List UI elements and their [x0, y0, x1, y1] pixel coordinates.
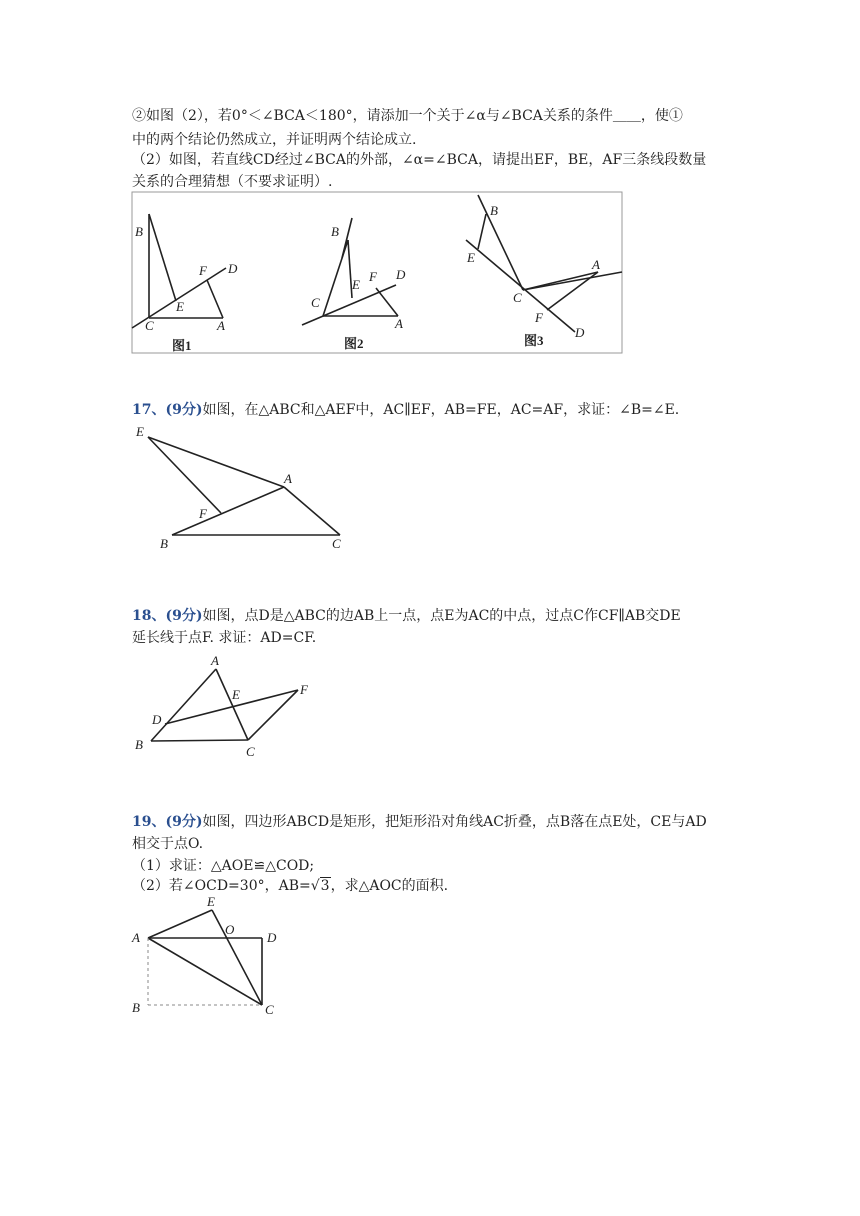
q18-text-1: 如图，点D是△ABC的边AB上一点，点E为AC的中点，过点C作CF∥AB交DE [202, 608, 681, 624]
q19-text-1: 如图，四边形ABCD是矩形，把矩形沿对角线AC折叠，点B落在点E处，CE与AD [202, 814, 707, 830]
fig3-label-C: C [513, 290, 522, 305]
q17-text: 如图，在△ABC和△AEF中，AC∥EF，AB=FE，AC=AF，求证：∠B=∠E. [202, 402, 680, 418]
q19-label-C: C [265, 1002, 274, 1017]
fig1-label-D: D [228, 261, 238, 276]
q19-part-1: （1）求证：△AOE≌△COD; [132, 858, 315, 874]
q18-label-C: C [246, 744, 255, 759]
fig2-label-F: F [369, 269, 377, 284]
q17-label-C: C [332, 536, 341, 551]
fig2-label-D: D [396, 267, 406, 282]
q19-radicand: 3 [320, 878, 330, 894]
fig3-label-F: F [535, 310, 543, 325]
q19-label-E: E [207, 894, 215, 909]
fig1-label-F: F [199, 263, 207, 278]
fig3-label-D: D [575, 325, 585, 340]
q19-label-A: A [132, 930, 140, 945]
q18-text-2: 延长线于点F. 求证：AD=CF. [132, 630, 317, 646]
sqrt-sign: √3 [310, 878, 330, 894]
q19-text-2: 相交于点O. [132, 836, 204, 852]
fig2-label-B: B [331, 224, 339, 239]
fig1-label-E: E [176, 299, 184, 314]
fig3-label-B: B [490, 203, 498, 218]
q19-label-B: B [132, 1000, 140, 1015]
q18-label-D: D [152, 712, 162, 727]
fig3-label-E: E [467, 250, 475, 265]
q19-part-2-prefix: （2）若∠OCD=30°，AB= [132, 878, 311, 894]
q17-label-A: A [284, 471, 292, 486]
q17-number: 17、(9分) [132, 402, 203, 418]
q19-label-D: D [267, 930, 277, 945]
fig1-label-B: B [135, 224, 143, 239]
fig2-label-A: A [395, 316, 403, 331]
q19-part-2-suffix: ，求△AOC的面积. [330, 878, 449, 894]
q18-label-A: A [211, 653, 219, 668]
fig1-caption: 图1 [172, 338, 192, 353]
fig3-caption: 图3 [524, 333, 544, 348]
q17-label-E: E [136, 424, 144, 439]
q17-label-F: F [199, 506, 207, 521]
q16-line-3: （2）如图，若直线CD经过∠BCA的外部，∠α=∠BCA，请提出EF，BE，AF三条线段数量 [132, 152, 707, 168]
fig2-label-E: E [352, 277, 360, 292]
q18-label-E: E [232, 687, 240, 702]
fig1-label-A: A [217, 318, 225, 333]
q18-label-F: F [300, 682, 308, 697]
fig3-label-A: A [592, 257, 600, 272]
q19-label-O: O [225, 922, 235, 937]
q18-number: 18、(9分) [132, 608, 203, 624]
fig2-caption: 图2 [344, 336, 364, 351]
fig1-label-C: C [145, 318, 154, 333]
q17-label-B: B [160, 536, 168, 551]
q16-line-4: 关系的合理猜想（不要求证明）. [132, 174, 333, 190]
q16-line-2: 中的两个结论仍然成立，并证明两个结论成立. [132, 132, 417, 148]
fig2-label-C: C [311, 295, 320, 310]
q18-label-B: B [135, 737, 143, 752]
q16-line-1: ②如图（2），若0°＜∠BCA＜180°，请添加一个关于∠α与∠BCA关系的条件＿＿，使① [132, 108, 683, 124]
q19-number: 19、(9分) [132, 814, 203, 830]
